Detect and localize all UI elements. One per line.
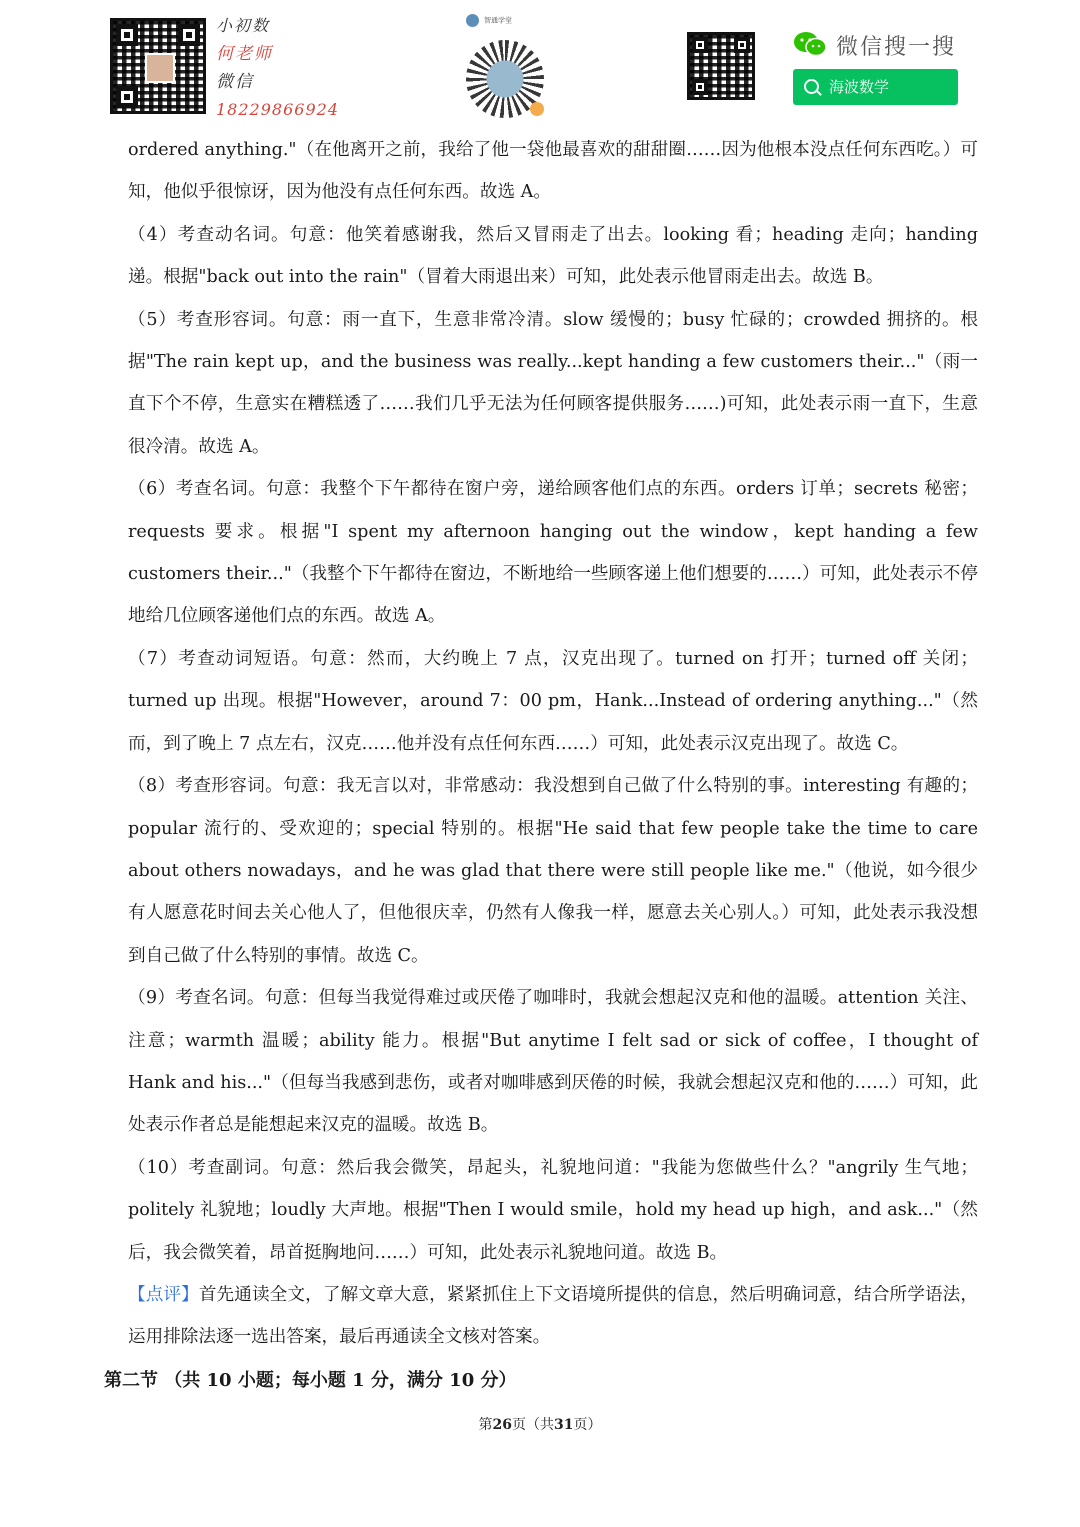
wechat-search-title: 微信搜一搜 [836, 35, 957, 60]
wechat-search-button[interactable] [793, 69, 958, 105]
page-footer [0, 1414, 1080, 1434]
answer-explanations [128, 129, 978, 1359]
mini-program-code [466, 40, 544, 118]
total-pages: 31 [554, 1417, 574, 1433]
section-heading: 第二节 （共 10 小题；每小题 1 分，满分 10 分） [104, 1370, 517, 1391]
brand-name: 智通学堂 [484, 16, 512, 25]
contact-grade: 小初数 [216, 16, 271, 35]
page-number: 26 [492, 1417, 512, 1433]
comment-tag: 【点评】 [128, 1284, 199, 1305]
brand-logo-icon [466, 14, 479, 27]
explanation-paragraph: （4）考查动名词。句意：他笑着感谢我，然后又冒雨走了出去。looking 看；heading 走向；handing 递。根据"back out into the rain"（冒着大雨退出来）可知，此处表示他冒雨走出去。故选 B。 [128, 224, 978, 288]
footer-prefix: 第 [478, 1417, 493, 1433]
qr-finder-mark [734, 37, 750, 53]
qr-finder-mark [692, 37, 708, 53]
qr-finder-mark [178, 24, 200, 46]
wechat-logo-icon [792, 30, 828, 58]
page-header [0, 0, 1080, 125]
explanation-paragraph: （7）考查动词短语。句意：然而，大约晚上 7 点，汉克出现了。turned on 打开；turned off 关闭；turned up 出现。根据"However，around 7：00 pm，Hank...Instead of ordering anything..."（然而，到了晚上 7 点左右，汉克……他并没有点任何东西……）可知，此处表示汉克出现了。故选 C。 [128, 648, 978, 754]
explanation-paragraph: ordered anything."（在他离开之前，我给了他一袋他最喜欢的甜甜圈……因为他根本没点任何东西吃。）可知，他似乎很惊讶，因为他没有点任何东西。故选 A。 [128, 140, 978, 203]
explanation-paragraph: （10）考查副词。句意：然后我会微笑，昂起头，礼貌地问道："我能为您做些什么？"angrily 生气地；politely 礼貌地；loudly 大声地。根据"Then I would smile，hold my head up high，and ask..."（然后，我会微笑着，昂首挺胸地问……）可知，此处表示礼貌地问道。故选 B。 [128, 1157, 978, 1263]
wechat-search-label: 海波数学 [829, 78, 890, 96]
mini-program-brand [466, 14, 512, 27]
comment-text: 首先通读全文，了解文章大意，紧紧抓住上下文语境所提供的信息，然后明确词意，结合所学语法，运用排除法逐一选出答案，最后再通读全文核对答案。 [128, 1284, 978, 1348]
search-icon [804, 79, 819, 94]
explanation-paragraph: （5）考查形容词。句意：雨一直下，生意非常冷清。slow 缓慢的；busy 忙碌的；crowded 拥挤的。根据"The rain kept up，and the business was really...kept handing a few customers their..."（雨一直下个不停，生意实在糟糕透了……我们几乎无法为任何顾客提供服务……)可知，此处表示雨一直下，生意很冷清。故选 A。 [128, 309, 978, 457]
qr-finder-mark [116, 24, 138, 46]
explanation-paragraph: （8）考查形容词。句意：我无言以对，非常感动：我没想到自己做了什么特别的事。interesting 有趣的；popular 流行的、受欢迎的；special 特别的。根据"He said that few people take the time to care about others nowadays，and he was glad that there were still people like me."（他说，如今很少有人愿意花时间去关心他人了，但他很庆幸，仍然有人像我一样，愿意去关心别人。）可知，此处表示我没想到自己做了什么特别的事情。故选 C。 [128, 776, 978, 966]
contact-wechat-label: 微信 [216, 72, 254, 92]
teacher-qr-code [110, 18, 206, 114]
mini-program-badge-icon [530, 102, 544, 116]
wechat-qr-code [687, 32, 755, 100]
qr-finder-mark [116, 86, 138, 108]
footer-suffix: 页） [573, 1417, 602, 1433]
footer-middle: 页（共 [512, 1417, 554, 1433]
explanation-paragraph: （9）考查名词。句意：但每当我觉得难过或厌倦了咖啡时，我就会想起汉克和他的温暖。attention 关注、注意；warmth 温暖；ability 能力。根据"But anytime I felt sad or sick of coffee，I thought of Hank and his..."（但每当我感到悲伤，或者对咖啡感到厌倦的时候，我就会想起汉克和他的……）可知，此处表示作者总是能想起来汉克的温暖。故选 B。 [128, 988, 978, 1136]
comment-paragraph [128, 1274, 978, 1359]
qr-avatar [145, 53, 175, 83]
explanation-paragraph: （6）考查名词。句意：我整个下午都待在窗户旁，递给顾客他们点的东西。orders 订单；secrets 秘密；requests 要求。根据"I spent my afternoon hanging out the window，kept handing a few customers their..."（我整个下午都待在窗边，不断地给一些顾客递上他们想要的……）可知，此处表示不停地给几位顾客递他们点的东西。故选 A。 [128, 479, 978, 627]
qr-finder-mark [692, 79, 708, 95]
contact-info [216, 12, 339, 124]
contact-teacher: 何老师 [216, 44, 273, 64]
contact-phone: 18229866924 [216, 100, 339, 119]
